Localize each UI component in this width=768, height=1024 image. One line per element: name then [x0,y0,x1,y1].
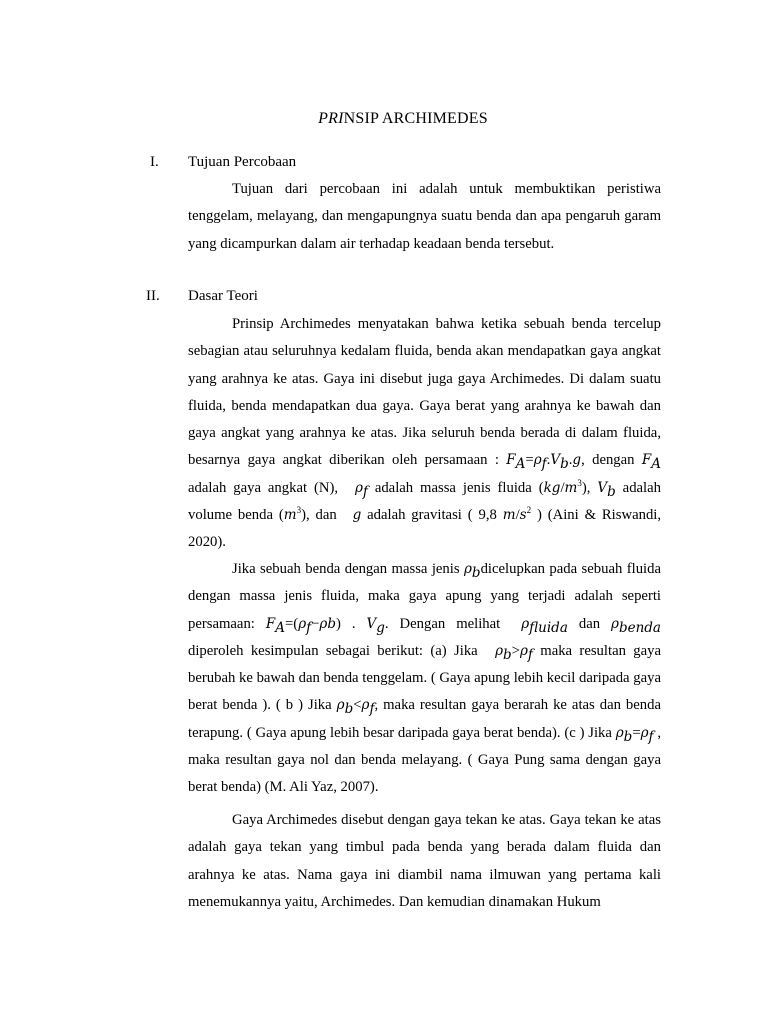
section-1-paragraph [188,176,661,258]
equation-buoyancy: $F_A=\rho_f.V_b.g$ [506,452,582,473]
section-2-paragraph-3 [188,807,661,916]
p3-text: Gaya Archimedes disebut dengan gaya tekan ke atas. Gaya tekan ke atas adalah gaya tekan yang timbul pada benda yang berada dalam fluida dan arahnya ke atas. Nama gaya ini diambil nama ilmuwan yang pertama kali menemukannya yaitu, Archimedes. Dan kemudian dinamakan Hukum [188,812,661,910]
section-2-paragraph-1: Prinsip Archimedes menyatakan bahwa ketika sebuah benda tercelup sebagian atau seluruhnya kedalam fluida, benda akan mendapatkan gaya angkat yang arahnya ke atas. Gaya ini disebut juga gaya Archimedes. Di dalam suatu fluida, benda mendapatkan dua gaya. Gaya berat yang arahnya ke bawah dan gaya angkat yang arahnya ke atas. Jika seluruh benda berada di dalam fluida, besarnya gaya angkat diberikan oleh persamaan : $F_A=\rho_f.V_b.g$, dengan $F_A$ adalah gaya angkat (N), $\rho_f$ adalah massa jenis fluida $(kg/m^3)$, $V_b$ adalah volume benda $(m^3)$, dan g adalah gravitasi ( 9,8 $m/s^2$ ) (Aini & Riswandi, 2020). [188,316,662,551]
section-1-heading: Tujuan Percobaan [188,154,297,170]
section-2-paragraph-2: Jika sebuah benda dengan massa jenis $\rho_bdicelupkan$ pada sebuah fluida dengan massa jenis fluida, maka gaya apung yang terjadi adalah seperti persamaan: $F_A=(\rho_f-\rho b)$ . $V_g$. Dengan melihat $\rho_{fluida}$ dan $\rho_{benda}$ diperoleh kesimpulan sebagai berikut: (a) Jika $\rho_b>\rho_f$ maka resultan gaya berubah ke bawah dan benda tenggelam. ( Gaya apung lebih kecil daripada gaya berat benda ). ( b ) Jika $\rho_b<\rho_f$, maka resultan gaya berarah ke atas dan benda terapung. ( Gaya apung lebih besar daripada gaya berat benda). (c ) Jika $\rho_b=\rho_f$ , maka resultan gaya nol dan benda melayang. ( Gaya Pung sama dengan gaya berat benda) (M. Ali Yaz, 2007). [188,561,662,796]
section-2-number: II. [146,288,160,304]
section-2-heading: Dasar Teori [188,288,258,304]
title-italic-part: PRI [318,110,344,127]
page-title [0,110,768,128]
section-1-text: Tujuan dari percobaan ini adalah untuk membuktikan peristiwa tenggelam, melayang, dan mengapungnya suatu benda dan apa pengaruh garam yang dicampurkan dalam air terhadap keadaan benda tersebut. [188,181,661,252]
p1-text-a: Prinsip Archimedes menyatakan bahwa ketika sebuah benda tercelup sebagian atau seluruhnya kedalam fluida, benda akan mendapatkan gaya angkat yang arahnya ke atas. Gaya ini disebut juga gaya Archimedes. Di dalam suatu fluida, benda mendapatkan dua gaya. Gaya berat yang arahnya ke bawah dan gaya angkat yang arahnya ke atas. Jika seluruh benda berada di dalam fluida, besarnya gaya angkat diberikan oleh persamaan : [188,316,661,469]
section-1-number: I. [150,154,159,170]
title-rest: NSIP ARCHIMEDES [343,110,488,127]
equation-net-force: $F_A=(\rho_f-\rho b)$ . $V_g$ [265,615,385,636]
